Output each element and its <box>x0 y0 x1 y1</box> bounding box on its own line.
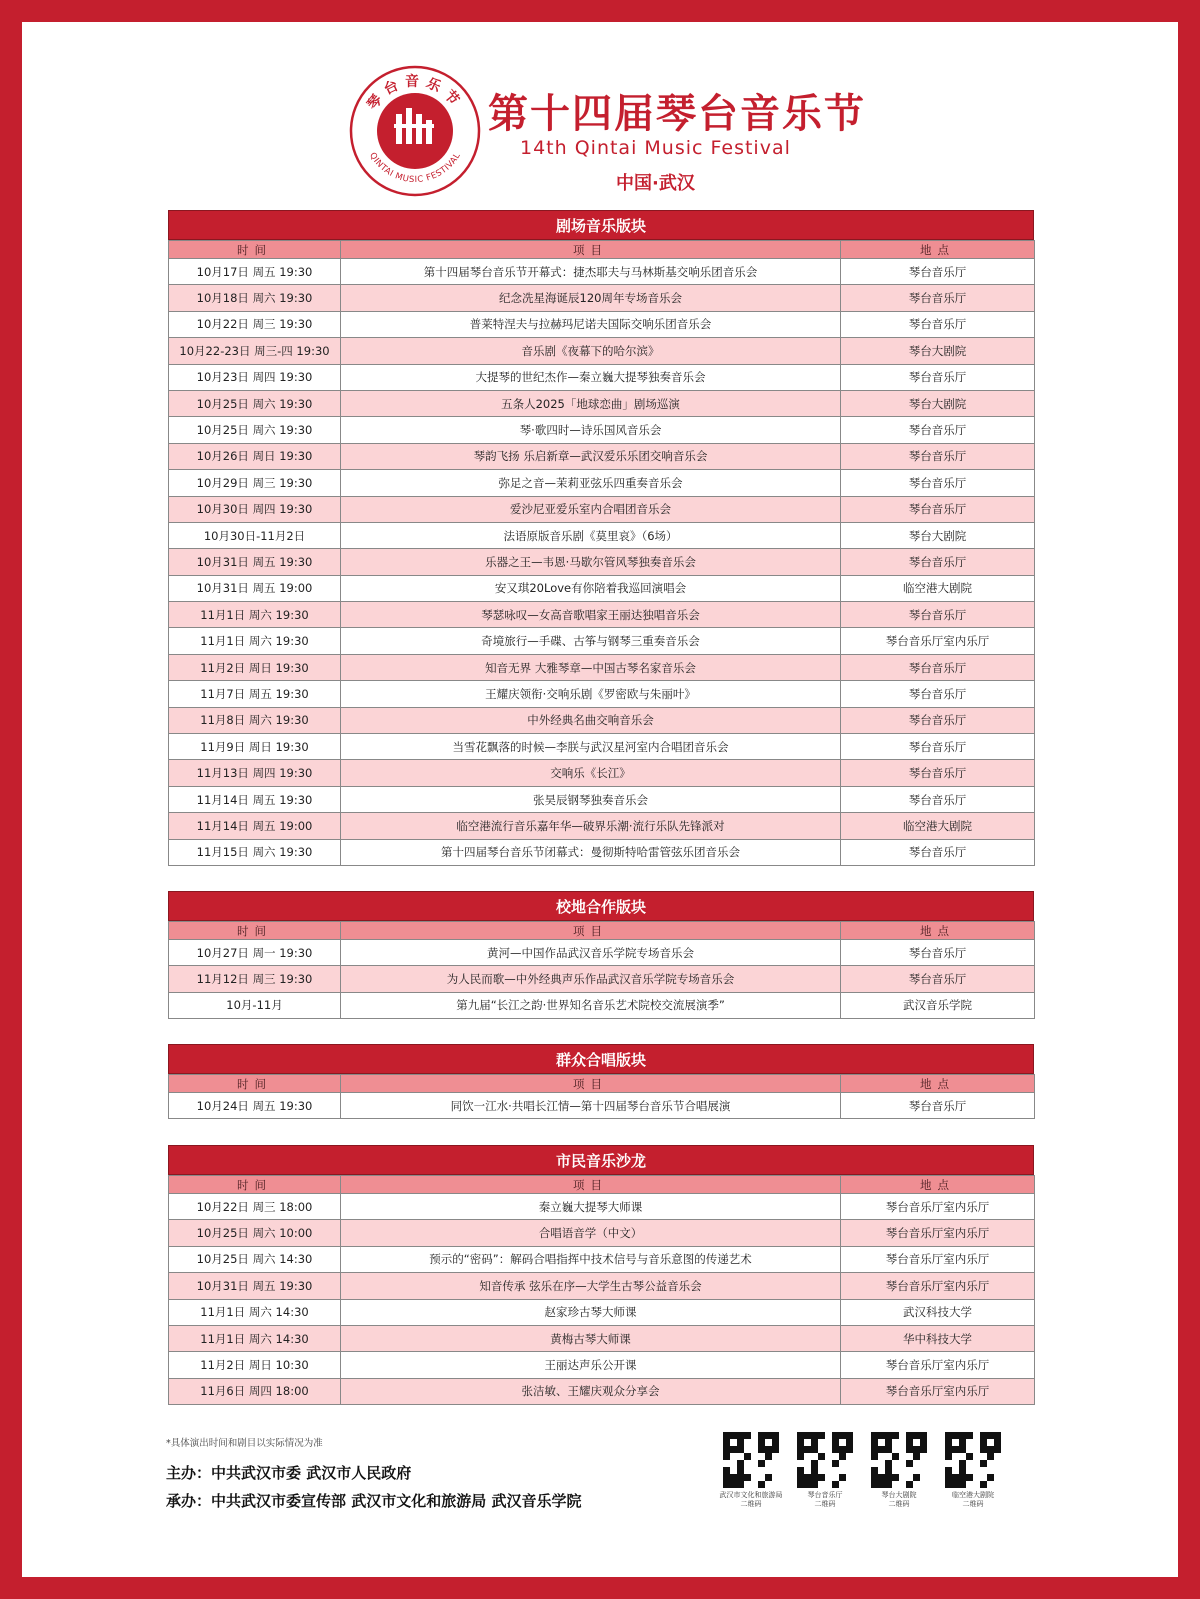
cell-program: 琴瑟咏叹—女高音歌唱家王丽达独唱音乐会 <box>341 602 841 628</box>
column-header-program: 项目 <box>341 241 841 259</box>
column-header-venue: 地点 <box>841 1075 1035 1093</box>
cell-time: 11月14日 周五 19:30 <box>169 786 341 812</box>
cell-program: 五条人2025「地球恋曲」剧场巡演 <box>341 390 841 416</box>
table-row <box>169 839 1035 865</box>
cell-time: 10月29日 周三 19:30 <box>169 470 341 496</box>
cell-venue: 琴台音乐厅 <box>841 760 1035 786</box>
cell-program: 纪念冼星海诞辰120周年专场音乐会 <box>341 285 841 311</box>
column-header-time: 时间 <box>169 1176 341 1194</box>
cell-time: 10月22日 周三 19:30 <box>169 311 341 337</box>
table-row <box>169 285 1035 311</box>
cell-program: 安又琪20Love有你陪着我巡回演唱会 <box>341 575 841 601</box>
cell-time: 11月8日 周六 19:30 <box>169 707 341 733</box>
cell-time: 10月18日 周六 19:30 <box>169 285 341 311</box>
table-row <box>169 966 1035 992</box>
table-row <box>169 549 1035 575</box>
cell-venue: 琴台音乐厅室内乐厅 <box>841 1194 1035 1220</box>
qr-code-icon <box>723 1432 779 1488</box>
schedule-table <box>168 1175 1035 1405</box>
qr-caption-sub: 二维码 <box>740 1500 762 1508</box>
column-header-time: 时间 <box>169 1075 341 1093</box>
cell-venue: 琴台大剧院 <box>841 522 1035 548</box>
cell-time: 10月31日 周五 19:00 <box>169 575 341 601</box>
cell-program: 琴·歌四时—诗乐国风音乐会 <box>341 417 841 443</box>
schedule-table <box>168 921 1035 1019</box>
cell-venue: 琴台音乐厅室内乐厅 <box>841 1220 1035 1246</box>
cell-venue: 琴台大剧院 <box>841 390 1035 416</box>
table-row <box>169 417 1035 443</box>
column-header-venue: 地点 <box>841 922 1035 940</box>
cell-time: 11月6日 周四 18:00 <box>169 1378 341 1404</box>
cell-time: 10月25日 周六 10:00 <box>169 1220 341 1246</box>
section-title: 校地合作版块 <box>168 891 1034 921</box>
cell-program: 临空港流行音乐嘉年华—破界乐潮·流行乐队先锋派对 <box>341 813 841 839</box>
cell-time: 10月25日 周六 14:30 <box>169 1246 341 1272</box>
qr-code-icon <box>945 1432 1001 1488</box>
table-row <box>169 628 1035 654</box>
qr-caption: 琴台音乐厅 <box>807 1491 843 1499</box>
festival-logo <box>348 64 482 198</box>
cell-venue: 琴台音乐厅 <box>841 681 1035 707</box>
poster-sheet <box>22 22 1178 1577</box>
cell-venue: 琴台音乐厅 <box>841 734 1035 760</box>
cell-program: 当雪花飘落的时候—李朕与武汉星河室内合唱团音乐会 <box>341 734 841 760</box>
schedule-table <box>168 240 1035 866</box>
cell-venue: 琴台音乐厅 <box>841 940 1035 966</box>
table-row <box>169 259 1035 285</box>
cell-time: 10月27日 周一 19:30 <box>169 940 341 966</box>
cell-time: 11月1日 周六 14:30 <box>169 1299 341 1325</box>
cell-venue: 琴台音乐厅 <box>841 443 1035 469</box>
cell-program: 第九届“长江之韵·世界知名音乐艺术院校交流展演季” <box>341 992 841 1018</box>
table-row <box>169 681 1035 707</box>
cell-program: 黄河—中国作品武汉音乐学院专场音乐会 <box>341 940 841 966</box>
table-row <box>169 390 1035 416</box>
festival-title-zh: 第十四届琴台音乐节 <box>488 90 866 137</box>
table-row <box>169 707 1035 733</box>
table-row <box>169 1194 1035 1220</box>
column-header-program: 项目 <box>341 1075 841 1093</box>
cell-venue: 琴台音乐厅室内乐厅 <box>841 1273 1035 1299</box>
cell-venue: 武汉音乐学院 <box>841 992 1035 1018</box>
cell-program: 张昊辰钢琴独奏音乐会 <box>341 786 841 812</box>
cell-time: 10月31日 周五 19:30 <box>169 1273 341 1299</box>
cell-venue: 琴台音乐厅 <box>841 259 1035 285</box>
cell-time: 10月17日 周五 19:30 <box>169 259 341 285</box>
column-header-time: 时间 <box>169 241 341 259</box>
cell-venue: 华中科技大学 <box>841 1325 1035 1351</box>
cell-time: 11月1日 周六 19:30 <box>169 628 341 654</box>
cell-venue: 琴台音乐厅 <box>841 707 1035 733</box>
cell-time: 10月23日 周四 19:30 <box>169 364 341 390</box>
qr-code-item[interactable] <box>940 1432 1006 1509</box>
cell-venue: 琴台音乐厅 <box>841 311 1035 337</box>
cell-program: 普莱特涅夫与拉赫玛尼诺夫国际交响乐团音乐会 <box>341 311 841 337</box>
table-row <box>169 443 1035 469</box>
section-campus <box>168 891 1034 1019</box>
column-header-venue: 地点 <box>841 241 1035 259</box>
cell-venue: 琴台音乐厅室内乐厅 <box>841 1246 1035 1272</box>
cell-program: 乐器之王—韦恩·马歇尔管风琴独奏音乐会 <box>341 549 841 575</box>
cell-venue: 琴台大剧院 <box>841 338 1035 364</box>
cell-program: 张洁敏、王耀庆观众分享会 <box>341 1378 841 1404</box>
logo-text-top: 琴台音乐节 <box>364 74 466 113</box>
cell-program: 王丽达声乐公开课 <box>341 1352 841 1378</box>
cell-program: 弥足之音—茉莉亚弦乐四重奏音乐会 <box>341 470 841 496</box>
table-row <box>169 1220 1035 1246</box>
cell-time: 10月30日 周四 19:30 <box>169 496 341 522</box>
cell-time: 10月24日 周五 19:30 <box>169 1093 341 1119</box>
table-row <box>169 575 1035 601</box>
host-line: 主办：中共武汉市委 武汉市人民政府 <box>166 1464 412 1482</box>
cell-time: 11月14日 周五 19:00 <box>169 813 341 839</box>
festival-location: 中国·武汉 <box>616 173 695 194</box>
qr-caption-sub: 二维码 <box>814 1500 836 1508</box>
section-title: 剧场音乐版块 <box>168 210 1034 240</box>
section-title: 群众合唱版块 <box>168 1044 1034 1074</box>
table-row <box>169 364 1035 390</box>
section-choir <box>168 1044 1034 1119</box>
cell-program: 法语原版音乐剧《莫里哀》（6场） <box>341 522 841 548</box>
cell-venue: 琴台音乐厅 <box>841 966 1035 992</box>
cell-time: 11月2日 周日 19:30 <box>169 654 341 680</box>
column-header-program: 项目 <box>341 1176 841 1194</box>
qr-caption-sub: 二维码 <box>888 1500 910 1508</box>
cell-venue: 武汉科技大学 <box>841 1299 1035 1325</box>
cell-venue: 琴台音乐厅室内乐厅 <box>841 1352 1035 1378</box>
logo-text-bottom: QINTAI MUSIC FESTIVAL <box>367 150 463 186</box>
table-row <box>169 940 1035 966</box>
table-row <box>169 654 1035 680</box>
cell-venue: 琴台音乐厅 <box>841 364 1035 390</box>
column-header-program: 项目 <box>341 922 841 940</box>
qr-code-item[interactable] <box>792 1432 858 1509</box>
cell-time: 11月1日 周六 14:30 <box>169 1325 341 1351</box>
cell-program: 预示的“密码”：解码合唱指挥中技术信号与音乐意图的传递艺术 <box>341 1246 841 1272</box>
table-row <box>169 522 1035 548</box>
cell-program: 王耀庆领衔·交响乐剧《罗密欧与朱丽叶》 <box>341 681 841 707</box>
cell-venue: 琴台音乐厅室内乐厅 <box>841 1378 1035 1404</box>
cell-program: 黄梅古琴大师课 <box>341 1325 841 1351</box>
table-row <box>169 1352 1035 1378</box>
table-row <box>169 311 1035 337</box>
cell-program: 合唱语音学（中文） <box>341 1220 841 1246</box>
table-row <box>169 786 1035 812</box>
cell-time: 11月7日 周五 19:30 <box>169 681 341 707</box>
cell-venue: 琴台音乐厅 <box>841 839 1035 865</box>
cell-venue: 琴台音乐厅 <box>841 654 1035 680</box>
qr-code-item[interactable] <box>866 1432 932 1509</box>
disclaimer-note: *具体演出时间和剧目以实际情况为准 <box>166 1438 323 1449</box>
cell-venue: 琴台音乐厅 <box>841 285 1035 311</box>
table-row <box>169 496 1035 522</box>
cell-time: 10月22-23日 周三-四 19:30 <box>169 338 341 364</box>
cell-program: 第十四届琴台音乐节开幕式：捷杰耶夫与马林斯基交响乐团音乐会 <box>341 259 841 285</box>
cell-program: 同饮一江水·共唱长江情—第十四届琴台音乐节合唱展演 <box>341 1093 841 1119</box>
section-salon <box>168 1145 1034 1405</box>
cell-program: 音乐剧《夜幕下的哈尔滨》 <box>341 338 841 364</box>
organizer-line: 承办：中共武汉市委宣传部 武汉市文化和旅游局 武汉音乐学院 <box>166 1492 582 1510</box>
cell-venue: 琴台音乐厅 <box>841 786 1035 812</box>
table-row <box>169 1273 1035 1299</box>
cell-time: 10月26日 周日 19:30 <box>169 443 341 469</box>
table-row <box>169 734 1035 760</box>
table-row <box>169 992 1035 1018</box>
table-row <box>169 1093 1035 1119</box>
cell-venue: 琴台音乐厅 <box>841 1093 1035 1119</box>
cell-program: 爱沙尼亚爱乐室内合唱团音乐会 <box>341 496 841 522</box>
cell-time: 10月-11月 <box>169 992 341 1018</box>
qr-caption: 武汉市文化和旅游局 <box>719 1491 783 1499</box>
cell-program: 赵家珍古琴大师课 <box>341 1299 841 1325</box>
cell-time: 10月30日-11月2日 <box>169 522 341 548</box>
qr-caption: 临空港大剧院 <box>952 1491 994 1499</box>
cell-venue: 琴台音乐厅 <box>841 496 1035 522</box>
cell-venue: 临空港大剧院 <box>841 575 1035 601</box>
cell-venue: 琴台音乐厅 <box>841 549 1035 575</box>
section-theatre <box>168 210 1034 866</box>
festival-title-en: 14th Qintai Music Festival <box>520 137 791 159</box>
cell-program: 奇境旅行—手碟、古筝与钢琴三重奏音乐会 <box>341 628 841 654</box>
cell-time: 11月15日 周六 19:30 <box>169 839 341 865</box>
qr-caption: 琴台大剧院 <box>881 1491 917 1499</box>
cell-program: 知音无界 大雅琴章—中国古琴名家音乐会 <box>341 654 841 680</box>
cell-time: 11月13日 周四 19:30 <box>169 760 341 786</box>
cell-time: 11月9日 周日 19:30 <box>169 734 341 760</box>
table-row <box>169 1299 1035 1325</box>
table-row <box>169 602 1035 628</box>
qr-code-icon <box>871 1432 927 1488</box>
cell-program: 为人民而歌—中外经典声乐作品武汉音乐学院专场音乐会 <box>341 966 841 992</box>
cell-program: 中外经典名曲交响音乐会 <box>341 707 841 733</box>
cell-program: 知音传承 弦乐在序—大学生古琴公益音乐会 <box>341 1273 841 1299</box>
column-header-time: 时间 <box>169 922 341 940</box>
table-row <box>169 470 1035 496</box>
column-header-venue: 地点 <box>841 1176 1035 1194</box>
cell-program: 琴韵飞扬 乐启新章—武汉爱乐乐团交响音乐会 <box>341 443 841 469</box>
cell-time: 11月2日 周日 10:30 <box>169 1352 341 1378</box>
table-row <box>169 760 1035 786</box>
table-row <box>169 1246 1035 1272</box>
cell-venue: 琴台音乐厅 <box>841 417 1035 443</box>
section-title: 市民音乐沙龙 <box>168 1145 1034 1175</box>
table-row <box>169 1325 1035 1351</box>
cell-time: 10月22日 周三 18:00 <box>169 1194 341 1220</box>
schedule-table <box>168 1074 1035 1119</box>
cell-program: 交响乐《长江》 <box>341 760 841 786</box>
cell-time: 11月1日 周六 19:30 <box>169 602 341 628</box>
cell-time: 10月25日 周六 19:30 <box>169 390 341 416</box>
cell-venue: 琴台音乐厅 <box>841 602 1035 628</box>
table-row <box>169 338 1035 364</box>
cell-venue: 琴台音乐厅室内乐厅 <box>841 628 1035 654</box>
table-row <box>169 813 1035 839</box>
cell-time: 10月31日 周五 19:30 <box>169 549 341 575</box>
qr-code-icon <box>797 1432 853 1488</box>
cell-venue: 临空港大剧院 <box>841 813 1035 839</box>
qr-code-item[interactable] <box>718 1432 784 1509</box>
cell-program: 第十四届琴台音乐节闭幕式：曼彻斯特哈雷管弦乐团音乐会 <box>341 839 841 865</box>
cell-venue: 琴台音乐厅 <box>841 470 1035 496</box>
table-row <box>169 1378 1035 1404</box>
cell-program: 大提琴的世纪杰作—秦立巍大提琴独奏音乐会 <box>341 364 841 390</box>
qr-caption-sub: 二维码 <box>962 1500 984 1508</box>
cell-time: 11月12日 周三 19:30 <box>169 966 341 992</box>
cell-program: 秦立巍大提琴大师课 <box>341 1194 841 1220</box>
cell-time: 10月25日 周六 19:30 <box>169 417 341 443</box>
